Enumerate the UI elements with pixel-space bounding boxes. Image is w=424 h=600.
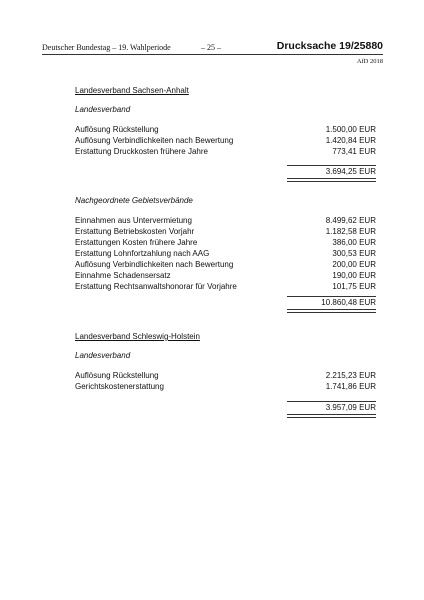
row-amount: 101,75 EUR [332,282,376,291]
group-subtitle: Nachgeordnete Gebietsverbände [75,196,193,205]
row-amount: 2.215,23 EUR [325,371,376,380]
row-amount: 1.741,86 EUR [325,382,376,391]
table-row [75,146,376,157]
table-row [75,281,376,292]
row-label: Erstattung Lohnfortzahlung nach AAG [75,249,210,258]
table-row [75,248,376,259]
row-amount: 8.499,62 EUR [325,216,376,225]
group-total: 10.860,48 EUR [321,298,376,307]
row-label: Auflösung Rückstellung [75,371,159,380]
group-total: 3.957,09 EUR [325,403,376,412]
row-amount: 386,00 EUR [332,238,376,247]
table-row [75,370,376,381]
group-total: 3.694,25 EUR [325,167,376,176]
row-amount: 1.182,58 EUR [325,227,376,236]
page-number: – 25 – [201,43,221,52]
total-double-rule [287,414,376,418]
section-title: Landesverband Sachsen-Anhalt [75,86,189,95]
group-subtitle: Landesverband [75,351,131,360]
section-title: Landesverband Schleswig-Holstein [75,332,200,341]
row-label: Gerichtskostenerstattung [75,382,164,391]
row-amount: 1.500,00 EUR [325,125,376,134]
table-row [75,215,376,226]
row-amount: 300,53 EUR [332,249,376,258]
table-row [75,135,376,146]
row-amount: 1.420,84 EUR [325,136,376,145]
row-label: Auflösung Verbindlichkeiten nach Bewertung [75,136,234,145]
header-rule [42,54,383,55]
group-subtitle: Landesverband [75,105,131,114]
row-label: Auflösung Verbindlichkeiten nach Bewertung [75,260,234,269]
row-label: Erstattung Rechtsanwaltshonorar für Vorjahre [75,282,237,291]
total-double-rule [287,309,376,313]
table-row [75,237,376,248]
row-amount: 200,00 EUR [332,260,376,269]
document-number-prefix: Drucksache 19/ [276,40,354,52]
document-number [277,40,383,52]
table-row [75,226,376,237]
table-row [75,124,376,135]
row-label: Erstattungen Kosten frühere Jahre [75,238,198,247]
row-label: Erstattung Betriebskosten Vorjahr [75,227,195,236]
row-amount: 190,00 EUR [332,271,376,280]
header-publisher: Deutscher Bundestag – 19. Wahlperiode [42,43,171,52]
table-row [75,259,376,270]
row-label: Auflösung Rückstellung [75,125,159,134]
total-double-rule [287,178,376,182]
page-header [42,40,383,54]
row-label: Erstattung Druckkosten frühere Jahre [75,147,208,156]
header-party-year: AfD 2018 [356,58,383,65]
row-label: Einnahmen aus Untervermietung [75,216,192,225]
row-amount: 773,41 EUR [332,147,376,156]
row-label: Einnahme Schadensersatz [75,271,171,280]
table-row [75,381,376,392]
document-number-value: 25880 [353,40,383,52]
table-row [75,270,376,281]
